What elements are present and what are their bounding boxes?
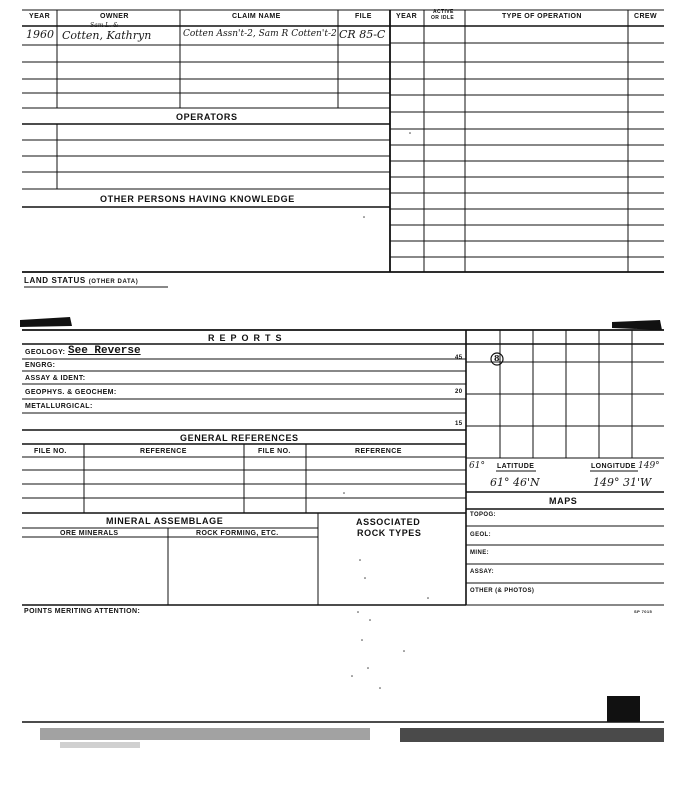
points-meriting-attention-label: POINTS MERITING ATTENTION: [24, 608, 141, 615]
header-year-2: YEAR [396, 13, 418, 20]
col-reference-1: REFERENCE [140, 448, 187, 455]
maps-mine: MINE: [470, 550, 489, 556]
maps-assay: ASSAY: [470, 569, 495, 575]
other-persons-heading: OTHER PERSONS HAVING KNOWLEDGE [100, 194, 295, 204]
col-file-no-1: FILE NO. [34, 448, 67, 455]
mineral-assemblage-heading: MINERAL ASSEMBLAGE [106, 516, 224, 526]
entry-owner: Cotten, Kathryn [62, 29, 152, 42]
entry-claim: Cotten Assn't-2, Sam R Cotten't-2 [183, 29, 337, 39]
header-crew: CREW [634, 13, 657, 20]
lat-prefix: 61° [469, 461, 485, 471]
report-label-engrg: ENGRG: [25, 362, 56, 369]
associated-heading: ASSOCIATED [356, 517, 421, 527]
latitude-value: 61° 46'N [490, 476, 540, 489]
col-ore-minerals: ORE MINERALS [60, 530, 119, 537]
header-active: ACTIVE [433, 9, 454, 15]
col-rock-forming: ROCK FORMING, ETC. [196, 530, 279, 537]
report-value-geology: See Reverse [68, 345, 141, 357]
entry-owner-note: Sam L. & [90, 22, 119, 29]
col-file-no-2: FILE NO. [258, 448, 291, 455]
report-label-geophys: GEOPHYS. & GEOCHEM: [25, 389, 117, 396]
header-type-of-operation: TYPE OF OPERATION [502, 13, 582, 20]
rock-types-heading: ROCK TYPES [357, 528, 422, 538]
maps-other-photos: OTHER (& PHOTOS) [470, 588, 535, 594]
land-status-label: LAND STATUS (OTHER DATA) [24, 276, 139, 285]
lon-suffix: 149° [638, 461, 660, 471]
header-year: YEAR [29, 13, 51, 20]
entry-file: CR 85-C [339, 28, 386, 41]
header-claim-name: CLAIM NAME [232, 13, 281, 20]
report-label-assay: ASSAY & IDENT: [25, 375, 86, 382]
maps-topog: TOPOG: [470, 512, 496, 518]
longitude-value: 149° 31'W [593, 476, 652, 489]
longitude-label: LONGITUDE [591, 463, 636, 470]
grid-mark: 8 [494, 353, 500, 363]
header-or-idle: OR IDLE [431, 15, 455, 21]
header-file: FILE [355, 13, 372, 20]
reports-heading: REPORTS [208, 333, 287, 343]
report-num-geology: 45 [455, 355, 463, 361]
maps-geol: GEOL: [470, 532, 491, 538]
header-owner: OWNER [100, 13, 129, 20]
operators-heading: OPERATORS [176, 112, 238, 122]
form-code: SP 7015 [634, 609, 653, 614]
entry-year: 1960 [26, 28, 54, 41]
report-label-geology: GEOLOGY: [25, 349, 66, 356]
report-label-metallurgical: METALLURGICAL: [25, 403, 93, 410]
general-references-heading: GENERAL REFERENCES [180, 433, 299, 443]
col-reference-2: REFERENCE [355, 448, 402, 455]
report-num-assay: 20 [455, 389, 463, 395]
maps-heading: MAPS [549, 496, 578, 506]
latitude-label: LATITUDE [497, 463, 535, 470]
report-num-metallurgical: 15 [455, 421, 463, 427]
